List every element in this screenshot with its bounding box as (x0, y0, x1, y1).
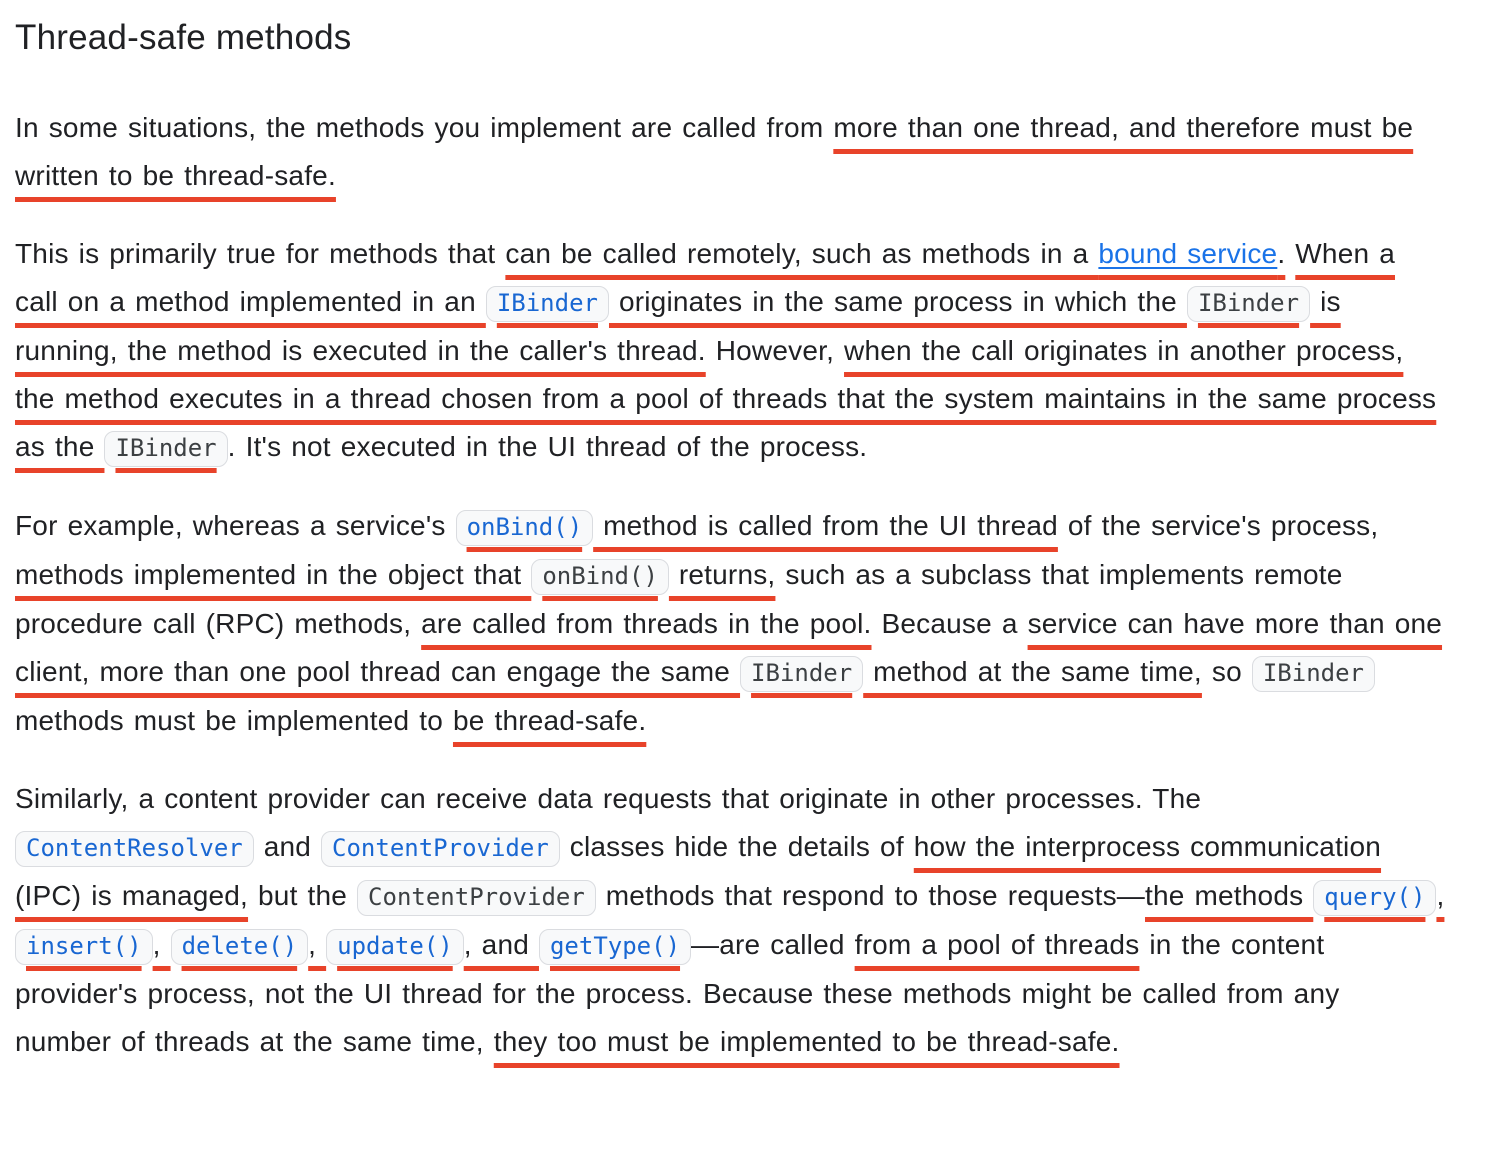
text-span (1285, 238, 1295, 269)
text-span: However, (705, 335, 845, 366)
paragraph (15, 775, 1445, 1066)
text-span: the methods (1145, 880, 1314, 911)
red-underline-run (494, 1026, 1120, 1057)
text-span: methods that respond to those requests— (595, 880, 1145, 911)
text-run (15, 510, 456, 541)
text-span: but the (248, 880, 358, 911)
text-span: originates in the same process in which the (608, 286, 1187, 317)
text-run (248, 880, 1145, 911)
text-run (228, 431, 868, 462)
text-span: how the interprocess communication (IPC) is managed, (15, 831, 1382, 911)
code-link-chip[interactable]: delete() (171, 929, 309, 965)
paragraph (15, 502, 1445, 745)
text-span: more than one thread, and therefore must be written to be thread-safe. (15, 112, 1414, 191)
text-span: , (308, 929, 327, 960)
code-chip: ContentProvider (357, 880, 596, 916)
text-span: —are called (691, 929, 855, 960)
text-span: so (1201, 656, 1252, 687)
text-link[interactable]: bound service (1098, 238, 1278, 269)
text-span: is running, the method is executed in the caller's thread. (15, 286, 1341, 366)
text-span: This is primarily true for methods that (15, 238, 506, 269)
code-chip: onBind() (531, 559, 669, 595)
text-span: returns, (668, 559, 776, 590)
text-span: in the content provider's process, not the UI thread for the process. Because these methods might be called from any number of threads at the same time, (15, 929, 1340, 1057)
text-span: method is called from the UI thread (593, 510, 1058, 541)
code-link-chip[interactable]: update() (326, 929, 464, 965)
text-span: are called from threads in the pool. (421, 608, 872, 639)
document (15, 18, 1490, 1066)
red-underline-run (456, 510, 1058, 541)
code-link-chip[interactable]: ContentResolver (15, 831, 254, 867)
text-span: such as a subclass that implements remote procedure call (RPC) methods, (15, 559, 1343, 639)
code-chip: IBinder (740, 656, 863, 692)
red-underline-run (855, 929, 1140, 960)
text-run (872, 608, 1028, 639)
text-span: and (253, 831, 322, 862)
page-title: Thread-safe methods (15, 18, 352, 57)
red-underline-run (453, 705, 646, 736)
text-span: In some situations, the methods you implement are called from (15, 112, 834, 143)
text-span: . (1277, 238, 1286, 269)
text-span: For example, whereas a service's (15, 510, 456, 541)
text-span: they too must be implemented to be thread-safe. (493, 1026, 1120, 1057)
paragraph (15, 104, 1445, 200)
text-run (1058, 510, 1378, 541)
code-link-chip[interactable]: IBinder (486, 286, 609, 322)
code-link-chip[interactable]: insert() (15, 929, 153, 965)
text-span: , (1436, 880, 1445, 911)
text-span: can be called remotely, such as methods in a (505, 238, 1099, 269)
code-link-chip[interactable]: ContentProvider (321, 831, 560, 867)
red-underline-run (15, 559, 775, 590)
text-span: When a call on a method implemented in an (15, 238, 1395, 317)
code-chip: IBinder (1252, 656, 1375, 692)
code-chip: IBinder (104, 431, 227, 467)
red-underline-run (421, 608, 871, 639)
text-span: be thread-safe. (452, 705, 647, 736)
text-span: Because a (871, 608, 1028, 639)
text-run (15, 112, 833, 143)
paragraph (15, 230, 1445, 472)
text-span: from a pool of threads (854, 929, 1140, 960)
text-span: of the service's process, (1057, 510, 1379, 541)
text-span: when the call originates in another process, the method executes in a thread chosen from a pool of threads that the system maintains in the same process as the (15, 335, 1437, 462)
text-span: method at the same time, (863, 656, 1202, 687)
text-span: , (152, 929, 171, 960)
text-span: Similarly, a content provider can receive data requests that originate in other processes. The (15, 783, 1202, 814)
text-run (691, 929, 855, 960)
article-body (15, 104, 1490, 1066)
text-run (706, 335, 844, 366)
red-underline-run (505, 238, 1285, 269)
text-run (15, 238, 505, 269)
text-span: classes hide the details of (559, 831, 914, 862)
text-span: methods must be implemented to (15, 705, 453, 736)
code-link-chip[interactable]: onBind() (456, 510, 594, 546)
code-link-chip[interactable]: getType() (539, 929, 691, 965)
text-span: service can have more than one client, more than one pool thread can engage the same (15, 608, 1443, 687)
code-link-chip[interactable]: query() (1313, 880, 1436, 916)
text-run (1285, 238, 1295, 269)
text-span: methods implemented in the object that (15, 559, 532, 590)
text-span: , and (463, 929, 539, 960)
text-span: . It's not executed in the UI thread of the process. (227, 431, 868, 462)
code-chip: IBinder (1187, 286, 1310, 322)
